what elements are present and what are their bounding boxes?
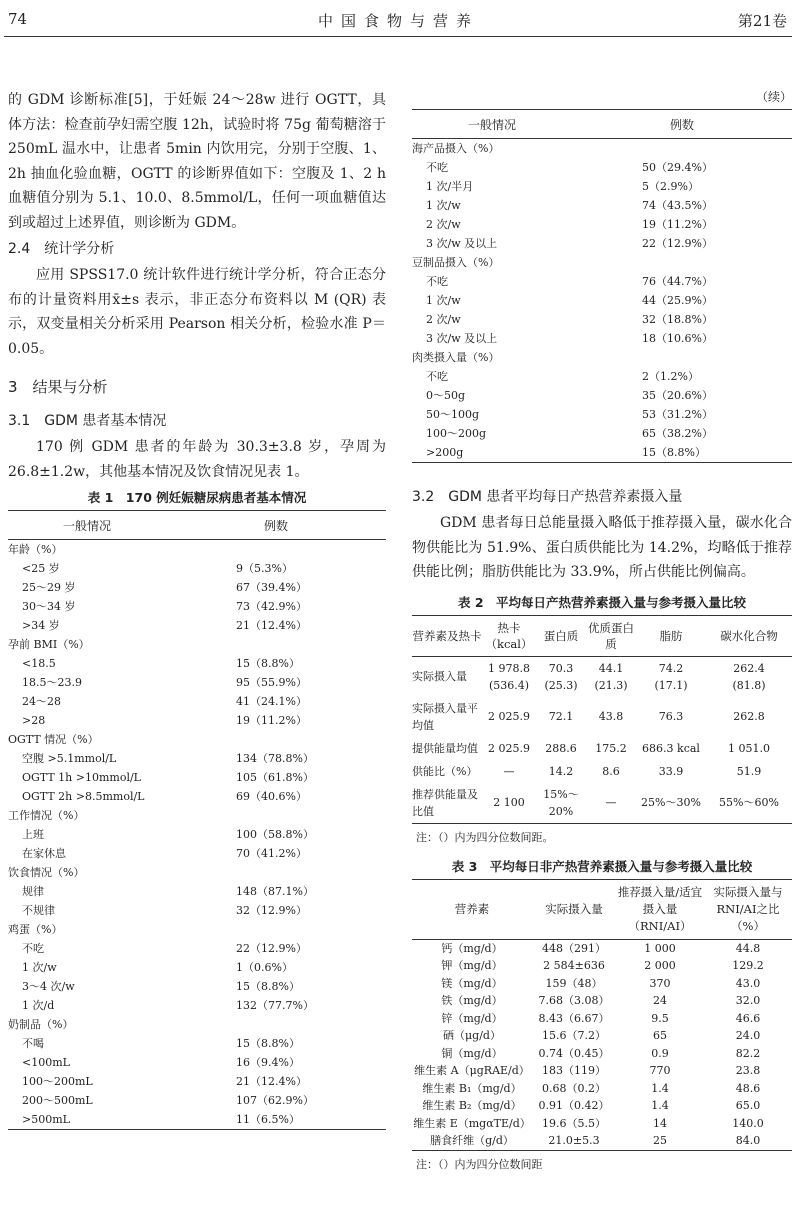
table-row	[412, 1010, 792, 1028]
section-heading-3: 3 结果与分析	[8, 378, 108, 396]
journal-title: 中国食物与营养	[317, 12, 479, 30]
table-row	[412, 291, 792, 310]
row-value: 32（18.8%）	[642, 313, 713, 326]
table-row	[8, 1034, 386, 1053]
table3-caption: 表 3 平均每日非产热营养素摄入量与参考摄入量比较	[451, 858, 753, 874]
table-row	[8, 977, 386, 996]
table2-cell: 实际摄入量	[412, 670, 467, 683]
row-value	[166, 806, 386, 825]
table3-cell: 140.0	[732, 1116, 764, 1130]
table-row	[8, 882, 386, 901]
row-label: 孕前 BMI（%）	[8, 638, 90, 651]
row-value: 134（78.8%）	[236, 752, 314, 765]
table-row	[8, 1110, 386, 1130]
table3-cell: 1.4	[651, 1099, 669, 1112]
table-row	[8, 768, 386, 787]
row-value	[166, 730, 386, 749]
row-label: 不喝	[22, 1037, 44, 1050]
table-row	[412, 1045, 792, 1063]
row-value: 100（58.8%）	[236, 828, 314, 841]
table3-cell: 48.6	[735, 1081, 761, 1095]
paragraph-energy-intake: GDM 患者每日总能量摄入略低于推荐摄入量，碳水化合物供能比为 51.9%、蛋白质供能比为 14.2%，均略低于推荐供能比例；脂肪供能比为 33.9%，所占供能比例偏高。	[412, 515, 792, 580]
table3-cell: 2 584±636	[543, 959, 605, 972]
row-label: 1 次/d	[22, 999, 55, 1012]
row-label: 3～4 次/w	[22, 980, 75, 993]
table2-cell: 72.1	[548, 710, 574, 723]
table-row	[8, 635, 386, 654]
table2-cell: 43.8	[598, 710, 624, 723]
table-row	[8, 749, 386, 768]
row-value	[572, 348, 792, 367]
table3-cell: 0.68（0.2）	[542, 1081, 606, 1095]
table3-cell: 铁（mg/d）	[441, 994, 503, 1007]
table3-cell: 23.8	[735, 1064, 761, 1077]
paragraph-basic-info: 170 例 GDM 患者的年龄为 30.3±3.8 岁，孕周为 26.8±1.2w，其他基本情况及饮食情况见表 1。	[8, 439, 386, 480]
table-row	[412, 177, 792, 196]
row-value: 9（5.3%）	[236, 562, 293, 575]
table-row	[412, 367, 792, 386]
table-row	[412, 310, 792, 329]
section-heading-2-4: 2.4 统计学分析	[8, 241, 115, 257]
row-label: 上班	[22, 828, 44, 841]
table3-cell: 钙（mg/d）	[441, 941, 503, 955]
table2-cell: 提供能量均值	[412, 741, 478, 755]
row-label: 规律	[22, 885, 44, 898]
row-value: 15（8.8%）	[236, 657, 300, 670]
table3-header-cell: 实际摄入量与RNI/AI之比（%）	[704, 879, 792, 939]
table2-caption: 表 2 平均每日产热营养素摄入量与参考摄入量比较	[457, 594, 747, 610]
row-label: 100～200mL	[22, 1075, 93, 1088]
row-label: >500mL	[8, 1110, 166, 1130]
table2-cell: 44.1 (21.3)	[594, 661, 628, 692]
row-value: 95（55.9%）	[236, 676, 307, 689]
table2-note: 注：（）内为四分位数间距。	[416, 830, 554, 844]
table3-cell: 镁（mg/d）	[441, 976, 503, 990]
table3-cell: 46.6	[735, 1011, 761, 1025]
table-row	[412, 1097, 792, 1115]
row-value: 35（20.6%）	[642, 389, 713, 402]
row-label: 豆制品摄入（%）	[412, 256, 500, 269]
row-value: 76（44.7%）	[642, 275, 713, 288]
row-label: 1 次/w	[426, 294, 461, 307]
table2-cell: 实际摄入量平均值	[412, 701, 478, 732]
table3-cell: 25	[616, 1132, 704, 1150]
row-value: 21（12.4%）	[236, 619, 307, 632]
row-label: <25 岁	[22, 562, 60, 575]
table-row	[8, 939, 386, 958]
row-value	[166, 1015, 386, 1034]
table2-cell: 1 051.0	[728, 741, 770, 755]
page-header	[0, 0, 797, 40]
row-label: 在家休息	[22, 847, 66, 860]
table3-cell: 维生素 B₁（mg/d）	[422, 1081, 522, 1095]
table3-cell: 82.2	[735, 1046, 761, 1060]
table2-cell: 15%～20%	[536, 783, 586, 824]
table-row	[8, 996, 386, 1015]
table2-cell: 33.9	[658, 764, 684, 778]
table-row	[8, 787, 386, 806]
table2-cell: 70.3 (25.3)	[544, 661, 578, 692]
row-value: 41（24.1%）	[236, 695, 307, 708]
table3-cell: 14	[653, 1116, 667, 1130]
row-label: 肉类摄入量（%）	[412, 351, 500, 364]
table2-cell: —	[503, 764, 515, 778]
row-value: 69（40.6%）	[236, 790, 307, 803]
table-row	[412, 1027, 792, 1045]
table3-cell: 7.68（3.08）	[538, 994, 610, 1007]
table3-cell: 370	[649, 976, 671, 990]
row-label: OGTT 2h >8.5mmol/L	[22, 790, 145, 803]
table3-cell: 32.0	[735, 994, 761, 1007]
table-row	[8, 730, 386, 749]
table-row	[8, 958, 386, 977]
table3-cell: 0.74（0.45）	[538, 1046, 610, 1060]
paragraph-ogtt-method: 的 GDM 诊断标准[5]，于妊娠 24～28w 进行 OGTT，具体方法：检查前孕妇需空腹 12h，试验时将 75g 葡萄糖溶于 250mL 温水中，让患者 5min 内饮用完，分别于空腹、1、2h 抽血化验血糖，OGTT 的诊断界值如下：空腹及 1、2 h 血糖值分别为 5.1、10.0、8.5mmol/L，任何一项血糖值达到或超过上述界值，则诊断为 GDM。	[8, 92, 386, 231]
row-value: 15（8.8%）	[236, 980, 300, 993]
table3-cell: 84.0	[704, 1132, 792, 1150]
row-value: 1（0.6%）	[236, 961, 293, 974]
table2-header-cell: 脂肪	[636, 615, 706, 656]
table2-cell: 74.2 (17.1)	[654, 661, 688, 692]
paragraph-statistics: 应用 SPSS17.0 统计软件进行统计学分析，符合正态分布的计量资料用x̄±s 表示，非正态分布资料以 M (QR) 表示，双变量相关分析采用 Pearson 相关分析，检验水准 P＝0.05。	[8, 267, 386, 357]
row-value: 70（41.2%）	[236, 847, 307, 860]
table-row	[8, 920, 386, 939]
table3-cell: 770	[649, 1064, 671, 1077]
table2-cell: 2 100	[482, 783, 536, 824]
table3-cell: 43.0	[735, 976, 761, 990]
table3-note: 注：（）内为四分位数间距	[416, 1157, 543, 1171]
table2-cell: 51.9	[736, 764, 762, 778]
table-row	[8, 863, 386, 882]
table-row	[412, 215, 792, 234]
row-label: 饮食情况（%）	[8, 866, 85, 879]
table3-cell: 15.6（7.2）	[542, 1029, 606, 1042]
row-label: 30～34 岁	[22, 600, 76, 613]
row-value: 21（12.4%）	[236, 1075, 307, 1088]
table-row	[8, 844, 386, 863]
table3-cell: 448（291）	[542, 941, 606, 955]
table-row	[412, 348, 792, 367]
row-label: 不吃	[426, 370, 448, 383]
table2-cell: 8.6	[602, 764, 620, 778]
table-row	[412, 939, 792, 957]
table2-header-cell: 优质蛋白质	[586, 615, 636, 656]
table2-cell: —	[586, 783, 636, 824]
row-label: 工作情况（%）	[8, 809, 85, 822]
row-value: 19（11.2%）	[642, 218, 713, 231]
table-row	[8, 616, 386, 635]
table1-continued-label: （续）	[755, 90, 792, 104]
table-row	[8, 559, 386, 578]
table2-cell: 2 025.9	[488, 710, 530, 723]
row-value: 5（2.9%）	[642, 180, 699, 193]
table-row	[8, 901, 386, 920]
table2-cell: 25%～30%	[636, 783, 706, 824]
volume-label: 第21卷	[737, 12, 787, 30]
table-row	[412, 386, 792, 405]
row-label: 不吃	[426, 275, 448, 288]
table1-header-count: 例数	[166, 511, 386, 540]
row-value: 22（12.9%）	[642, 237, 713, 250]
table-row	[8, 578, 386, 597]
row-value: 53（31.2%）	[642, 408, 713, 421]
table2-cell: 推荐供能量及比值	[412, 783, 482, 824]
table3-cell: 维生素 E（mgαTE/d）	[413, 1116, 531, 1130]
table1	[8, 510, 386, 1130]
row-value: 2（1.2%）	[642, 370, 699, 383]
table3	[412, 879, 792, 1151]
row-label: 0～50g	[426, 389, 466, 402]
table2-header-cell: 营养素及热卡	[412, 615, 482, 656]
row-value: 107（62.9%）	[236, 1094, 314, 1107]
table-row	[412, 234, 792, 253]
table-row	[412, 253, 792, 272]
table-row	[412, 1080, 792, 1098]
row-value: 15（8.8%）	[572, 443, 792, 463]
table2-cell: 1 978.8 (536.4)	[488, 661, 530, 692]
table-row	[412, 656, 792, 697]
row-value: 22（12.9%）	[236, 942, 307, 955]
row-label: 空腹 >5.1mmol/L	[22, 752, 117, 765]
table3-cell: 0.91（0.42）	[538, 1099, 610, 1112]
table1-continued	[412, 109, 792, 463]
table2-cell: 供能比（%）	[412, 764, 478, 778]
row-value: 73（42.9%）	[236, 600, 307, 613]
table-row	[412, 992, 792, 1010]
row-label: <18.5	[22, 657, 56, 670]
row-label: 2 次/w	[426, 218, 461, 231]
table-row	[8, 1072, 386, 1091]
table-row	[412, 139, 792, 159]
table2-cell: 55%～60%	[706, 783, 792, 824]
table2-cell: 14.2	[548, 764, 574, 778]
row-label: 年龄（%）	[8, 543, 63, 556]
row-label: OGTT 1h >10mmol/L	[22, 771, 141, 784]
table-row	[8, 692, 386, 711]
row-label: 2 次/w	[426, 313, 461, 326]
row-label: 24～28	[22, 695, 61, 708]
table2-header-cell: 蛋白质	[536, 615, 586, 656]
table1-caption: 表 1 170 例妊娠糖尿病患者基本情况	[87, 490, 307, 505]
table3-cell: 钾（mg/d）	[441, 959, 503, 972]
table2-cell: 76.3	[658, 710, 684, 723]
row-value: 16（9.4%）	[236, 1056, 300, 1069]
header-rule	[4, 36, 792, 37]
row-value	[166, 540, 386, 560]
row-value: 148（87.1%）	[236, 885, 314, 898]
row-value: 32（12.9%）	[236, 904, 307, 917]
row-label: 1 次/w	[22, 961, 57, 974]
table2-cell: 262.8	[733, 710, 765, 723]
table-row	[412, 424, 792, 443]
table2-cell: 175.2	[595, 741, 627, 755]
row-label: 不吃	[426, 161, 448, 174]
table2-cell: 686.3 kcal	[642, 741, 700, 755]
table3-cell: 0.9	[651, 1046, 669, 1060]
table3-cell: 24.0	[735, 1029, 761, 1042]
row-value	[166, 863, 386, 882]
table2-cell: 2 025.9	[488, 741, 530, 755]
table-row	[412, 697, 792, 737]
table3-cell: 159（48）	[545, 976, 603, 990]
row-label: OGTT 情况（%）	[8, 733, 99, 746]
table3-cell: 19.6（5.5）	[542, 1116, 606, 1130]
table-row	[412, 783, 792, 824]
row-value: 132（77.7%）	[236, 999, 314, 1012]
row-label: 3 次/w 及以上	[426, 332, 498, 345]
row-value: 15（8.8%）	[236, 1037, 300, 1050]
table-row	[8, 825, 386, 844]
row-value: 11（6.5%）	[166, 1110, 386, 1130]
row-label: 1 次/w	[426, 199, 461, 212]
table2-header-cell: 碳水化合物	[706, 615, 792, 656]
table3-cell: 129.2	[732, 959, 764, 972]
table3-cell: 维生素 A（μgRAE/d）	[414, 1064, 530, 1077]
table-row	[8, 1053, 386, 1072]
table-row	[412, 329, 792, 348]
row-label: 海产品摄入（%）	[412, 142, 500, 155]
table-row	[8, 1015, 386, 1034]
table-row	[8, 1091, 386, 1110]
table3-cell: 8.43（6.67）	[538, 1011, 610, 1025]
table3-cell: 183（119）	[542, 1064, 606, 1077]
table2	[412, 615, 792, 824]
table3-header-cell: 实际摄入量	[532, 879, 616, 939]
table2-cell: 262.4 (81.8)	[732, 661, 766, 692]
row-label: 18.5～23.9	[22, 676, 82, 689]
left-column	[8, 88, 386, 1130]
row-value	[166, 920, 386, 939]
table-row	[412, 975, 792, 993]
row-label: 不吃	[22, 942, 44, 955]
row-label: 25～29 岁	[22, 581, 76, 594]
table3-cell: 9.5	[651, 1011, 669, 1025]
table3-cell: 44.8	[735, 941, 761, 955]
row-label: 50～100g	[426, 408, 480, 421]
row-label: >28	[22, 714, 46, 727]
table3-cell: 65	[653, 1029, 667, 1042]
table3-cell: 维生素 B₂（mg/d）	[422, 1099, 522, 1112]
table-row	[412, 196, 792, 215]
row-value: 50（29.4%）	[642, 161, 713, 174]
table3-cell: 24	[653, 994, 667, 1007]
table-row	[412, 737, 792, 760]
row-value	[166, 635, 386, 654]
table-row	[412, 158, 792, 177]
table-row	[8, 654, 386, 673]
row-value	[572, 253, 792, 272]
table-row	[412, 1132, 792, 1150]
row-value: 18（10.6%）	[642, 332, 713, 345]
row-label: 3 次/w 及以上	[426, 237, 498, 250]
table1b-header-general: 一般情况	[412, 110, 572, 139]
table3-cell: 硒（μg/d）	[443, 1029, 501, 1042]
row-label: 不规律	[22, 904, 55, 917]
row-label: >34 岁	[22, 619, 60, 632]
row-value: 19（11.2%）	[236, 714, 307, 727]
table3-cell: 锌（mg/d）	[441, 1011, 503, 1025]
table3-header-cell: 营养素	[412, 879, 532, 939]
table-row	[412, 272, 792, 291]
row-value: 74（43.5%）	[642, 199, 713, 212]
table-row	[8, 673, 386, 692]
row-value	[572, 139, 792, 159]
table-row	[412, 760, 792, 783]
table-row	[8, 597, 386, 616]
table1b-header-count: 例数	[572, 110, 792, 139]
table-row	[8, 806, 386, 825]
table3-cell: 1.4	[651, 1081, 669, 1095]
table3-cell: 铜（mg/d）	[441, 1046, 503, 1060]
table-row	[412, 957, 792, 975]
row-value: 105（61.8%）	[236, 771, 314, 784]
table2-cell: 288.6	[545, 741, 577, 755]
row-value: 67（39.4%）	[236, 581, 307, 594]
table3-cell: 65.0	[735, 1099, 761, 1112]
row-label: 鸡蛋（%）	[8, 923, 63, 936]
row-label: >200g	[412, 443, 572, 463]
table-row	[8, 540, 386, 560]
table3-cell: 1 000	[644, 941, 676, 955]
table-row	[8, 711, 386, 730]
row-label: 奶制品（%）	[8, 1018, 74, 1031]
table3-cell: 膳食纤维（g/d）	[412, 1132, 532, 1150]
table-row	[412, 443, 792, 463]
table1-header-general: 一般情况	[8, 511, 166, 540]
table2-header-cell: 热卡（kcal）	[482, 615, 536, 656]
page-number: 74	[8, 10, 28, 28]
row-label: 1 次/半月	[426, 180, 474, 193]
row-label: <100mL	[22, 1056, 70, 1069]
section-heading-3-2: 3.2 GDM 患者平均每日产热营养素摄入量	[412, 489, 683, 505]
table-row	[412, 1115, 792, 1133]
row-value: 65（38.2%）	[642, 427, 713, 440]
row-label: 100～200g	[426, 427, 487, 440]
table3-header-cell: 推荐摄入量/适宜摄入量（RNI/AI）	[616, 879, 704, 939]
section-heading-3-1: 3.1 GDM 患者基本情况	[8, 413, 167, 429]
table-row	[412, 1062, 792, 1080]
table3-cell: 21.0±5.3	[532, 1132, 616, 1150]
right-column	[412, 88, 792, 1172]
row-value: 44（25.9%）	[642, 294, 713, 307]
table-row	[412, 405, 792, 424]
table3-cell: 2 000	[644, 959, 676, 972]
row-label: 200～500mL	[22, 1094, 93, 1107]
